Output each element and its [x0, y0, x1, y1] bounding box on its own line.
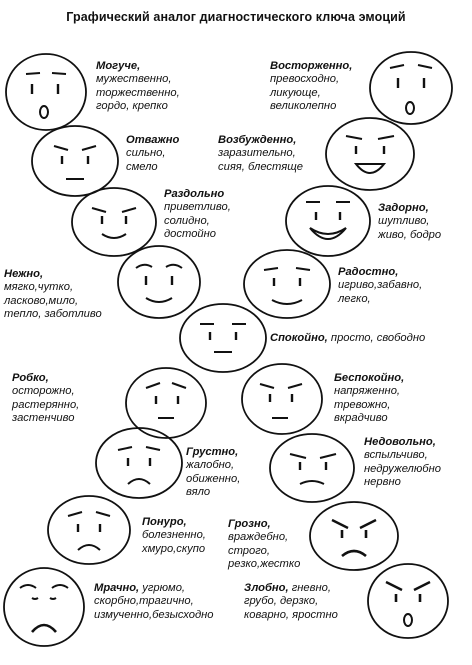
label-nedovolno [364, 436, 441, 489]
diagram-title: Графический аналог диагностического ключа эмоций [66, 10, 406, 24]
emotion-desc: враждебно, строго, резко,жестко [228, 531, 301, 570]
emotion-desc: просто, свободно [330, 332, 426, 344]
face-ponuro [46, 494, 132, 566]
emotion-name: Задорно, [378, 202, 429, 214]
emotion-desc: угрюмо, скорбно,трагично, измученно,безысходно [94, 582, 214, 621]
emotion-name: Робко, [12, 372, 49, 384]
label-otvazhno [126, 134, 179, 174]
emotion-name: Грозно, [228, 518, 271, 530]
emotion-name: Грустно, [186, 446, 239, 458]
emotion-desc: осторожно, растерянно, застенчиво [12, 385, 80, 424]
emotion-desc: жалобно, обиженно, вяло [186, 459, 241, 498]
emotion-name: Спокойно, [270, 332, 328, 344]
label-bespokoyno [334, 372, 404, 425]
emotion-desc: напряженно, тревожно, вкрадчиво [334, 385, 401, 424]
emotion-desc: сильно, смело [126, 147, 166, 173]
face-nedovolno [268, 432, 356, 504]
label-zlobno [244, 582, 338, 622]
emotion-name: Понуро, [142, 516, 187, 528]
label-vostorzhenno [270, 60, 352, 113]
label-grustno [186, 446, 240, 499]
emotion-desc: вспыльчиво, недружелюбно нервно [364, 449, 441, 488]
label-ponuro [142, 516, 206, 556]
face-vostorzhenno [368, 50, 454, 126]
emotion-name: Раздольно [164, 188, 225, 200]
label-vozbuzhdenno [218, 134, 303, 174]
emotion-desc: приветливо, солидно, достойно [164, 201, 231, 240]
label-nezhno [4, 268, 102, 321]
face-mrachno [2, 566, 86, 648]
emotion-name: Радостно, [338, 266, 399, 278]
emotion-name: Восторженно, [270, 60, 353, 72]
face-vozbuzhdenno [324, 116, 416, 192]
face-zadorno [284, 184, 372, 258]
emotion-desc: мягко,чутко, ласково,мило, тепло, заботливо [4, 281, 102, 320]
label-spokoyno [270, 332, 425, 345]
emotion-name: Недовольно, [364, 436, 436, 448]
emotion-name: Мрачно, [94, 582, 140, 594]
label-grozno [228, 518, 300, 571]
emotion-desc: мужественно, торжественно, гордо, крепко [96, 73, 180, 112]
emotion-desc: болезненно, хмуро,скупо [142, 529, 206, 555]
emotion-desc: шутливо, живо, бодро [378, 215, 442, 241]
emotion-desc: превосходно, ликующе, великолепно [270, 73, 340, 112]
face-bespokoyno [240, 362, 324, 436]
face-zlobno [366, 562, 450, 640]
face-grustno [94, 426, 184, 500]
face-moguche [4, 52, 88, 132]
emotion-name: Беспокойно, [334, 372, 405, 384]
label-robko [12, 372, 79, 425]
emotion-name: Отважно [126, 134, 180, 146]
label-moguche [96, 60, 180, 113]
emotion-name: Могуче, [96, 60, 141, 72]
emotion-desc: игриво,забавно, легко, [338, 279, 423, 305]
label-zadorno [378, 202, 441, 242]
label-mrachno [94, 582, 214, 622]
label-radostno [338, 266, 422, 306]
emotion-name: Нежно, [4, 268, 44, 280]
emotion-name: Возбужденно, [218, 134, 297, 146]
label-razdolno [164, 188, 231, 241]
emotion-desc: гневно, грубо, дерзко, коварно, яростно [244, 582, 338, 621]
emotion-name: Злобно, [244, 582, 289, 594]
emotion-desc: заразительно, сияя, блестяще [218, 147, 303, 173]
